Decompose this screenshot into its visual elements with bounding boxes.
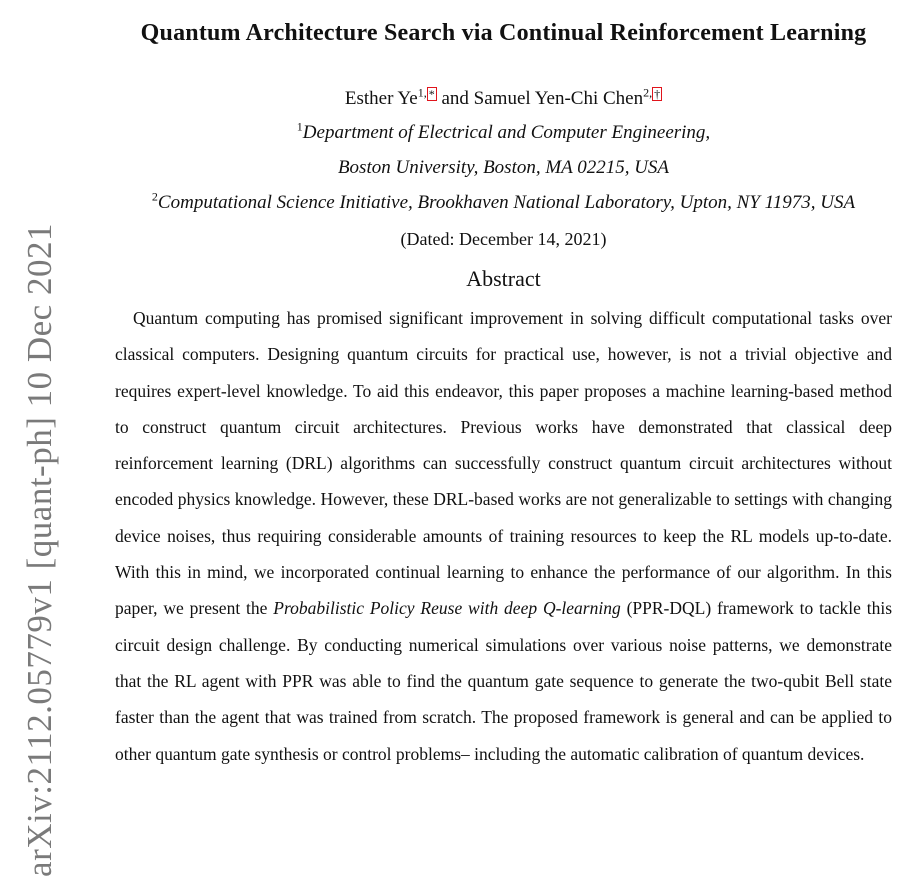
author-footnote-link[interactable]: * bbox=[428, 87, 435, 101]
author-affiliation-marker: 1, bbox=[417, 85, 427, 100]
paper-front-matter bbox=[115, 12, 892, 772]
arxiv-identifier-stamp: arXiv:2112.05779v1 [quant-ph] 10 Dec 2021 bbox=[20, 223, 59, 877]
author-list bbox=[115, 87, 892, 111]
affiliation-number: 1 bbox=[296, 119, 303, 134]
abstract-text bbox=[115, 300, 892, 772]
author-name: Esther Ye bbox=[344, 88, 418, 109]
abstract-emphasis: Probabilistic Policy Reuse with deep Q-learning bbox=[273, 598, 621, 619]
author-joiner: and bbox=[441, 88, 469, 109]
affiliation-text: Computational Science Initiative, Brookhaven National Laboratory, Upton, NY 11973, USA bbox=[157, 192, 856, 213]
affiliation-text: Department of Electrical and Computer Engineering, bbox=[302, 122, 711, 143]
affiliation-number: 2 bbox=[151, 189, 158, 204]
affiliation-1-line2: Boston University, Boston, MA 02215, USA bbox=[337, 157, 670, 178]
author-name: Samuel Yen-Chi Chen bbox=[473, 88, 644, 109]
affiliation-1-line1 bbox=[115, 115, 892, 150]
date-line: (Dated: December 14, 2021) bbox=[400, 229, 607, 249]
affiliation-2 bbox=[115, 185, 892, 220]
author-footnote-link[interactable]: † bbox=[654, 87, 661, 101]
affiliation-list bbox=[115, 115, 892, 220]
abstract-part-2: (PPR-DQL) framework to tackle this circuit design challenge. By conducting numerical simulations over various noise patterns, we demonstrate that the RL agent with PPR was able to find the quantum gate sequence to generate the two-qubit Bell state faster than the agent that was trained from scratch. The proposed framework is general and can be applied to other quantum gate synthesis or control problems– including the automatic calibration of quantum devices. bbox=[115, 598, 893, 764]
paper-title: Quantum Architecture Search via Continual Reinforcement Learning bbox=[140, 20, 867, 46]
abstract-part-1: Quantum computing has promised significant improvement in solving difficult computational tasks over classical computers. Designing quantum circuits for practical use, however, is not a trivial objective and requires expert-level knowledge. To aid this endeavor, this paper proposes a machine learning-based method to construct quantum circuit architectures. Previous works have demonstrated that classical deep reinforcement learning (DRL) algorithms can successfully construct quantum circuit architectures without encoded physics knowledge. However, these DRL-based works are not generalizable to settings with changing device noises, thus requiring considerable amounts of training resources to keep the RL models up-to-date. With this in mind, we incorporated continual learning to enhance the performance of our algorithm. In this paper, we present the bbox=[115, 308, 892, 619]
abstract-heading: Abstract bbox=[466, 266, 541, 291]
author-affiliation-marker: 2, bbox=[643, 85, 653, 100]
